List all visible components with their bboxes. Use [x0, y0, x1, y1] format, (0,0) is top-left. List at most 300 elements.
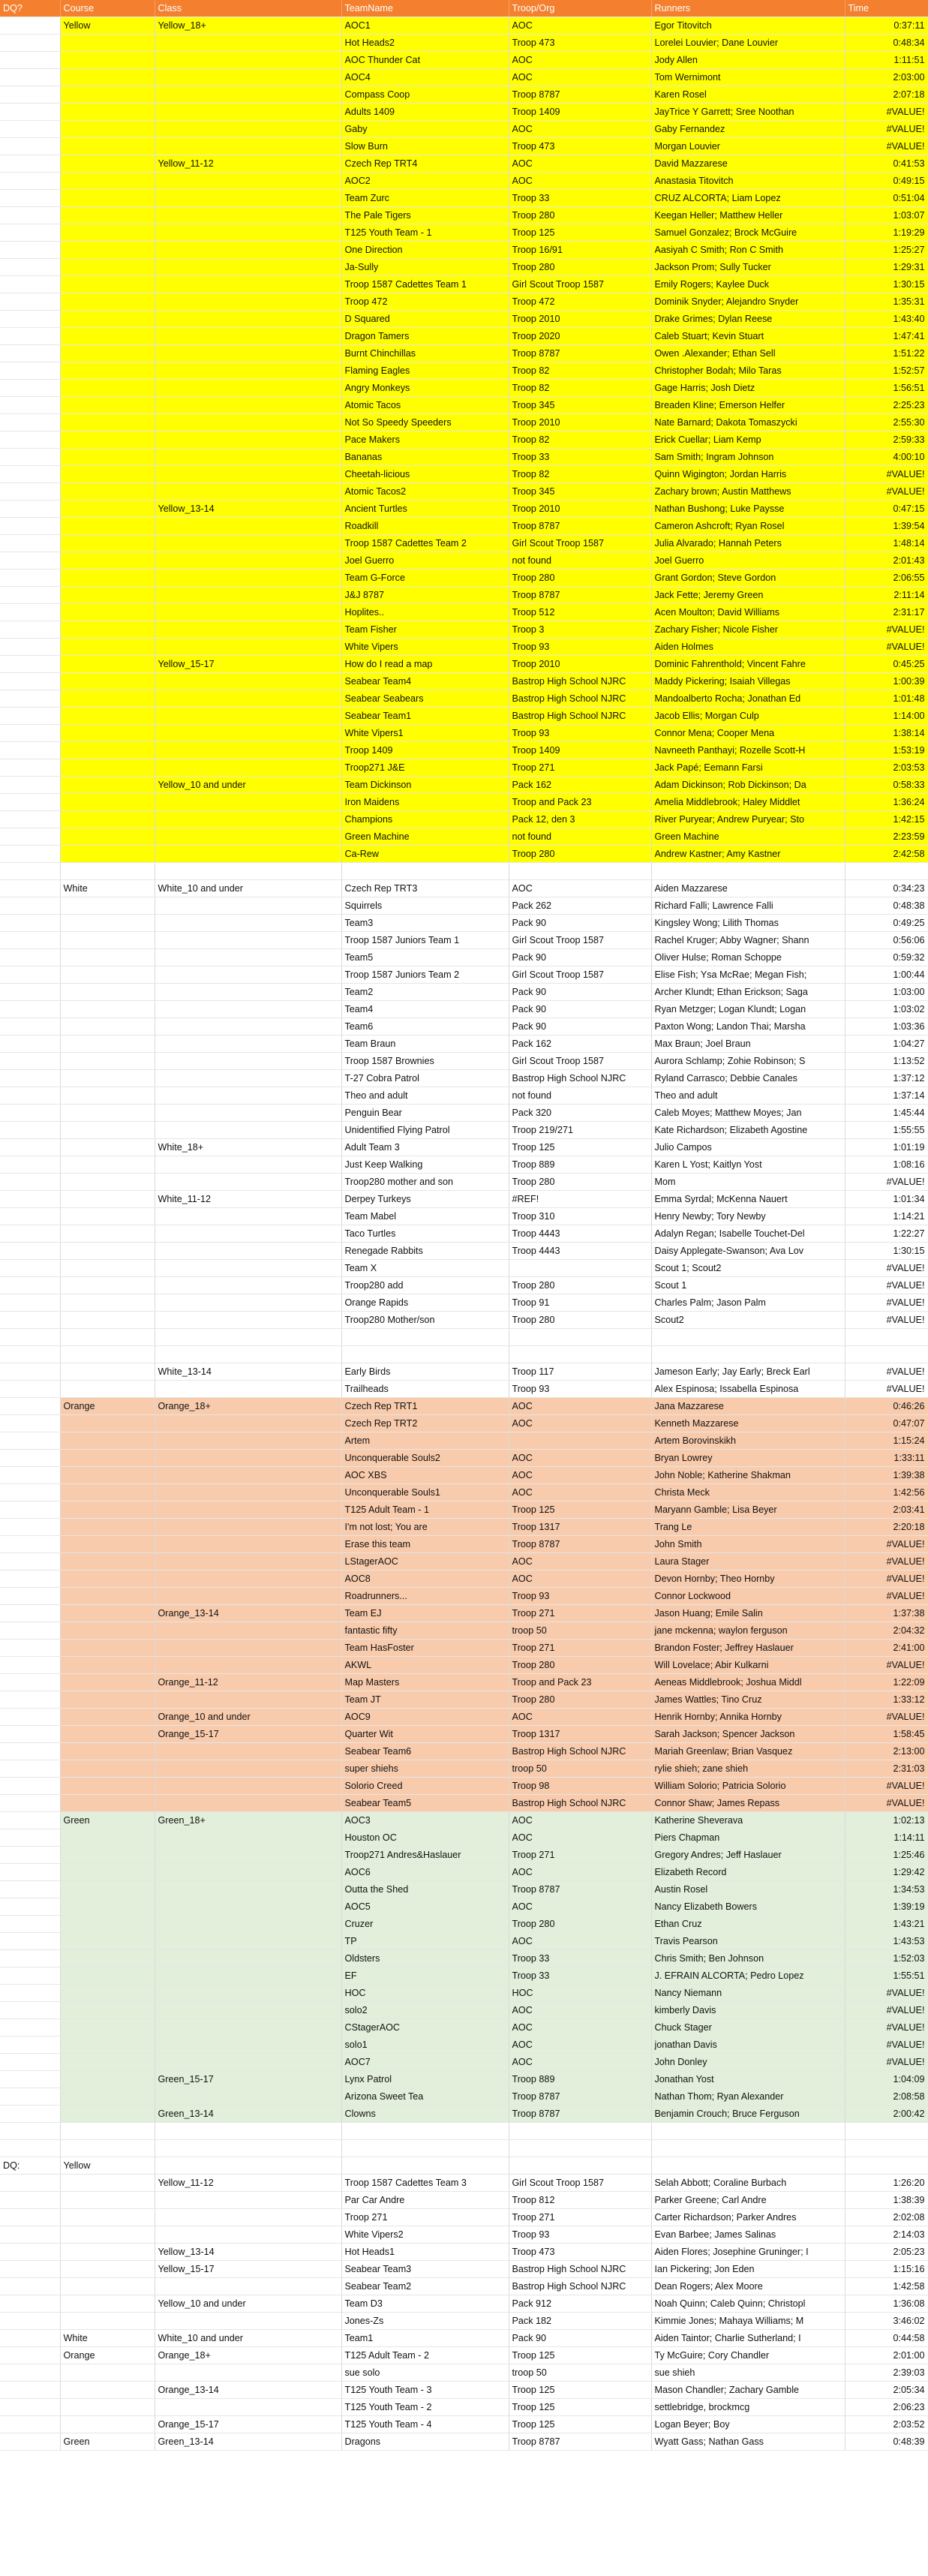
class-cell[interactable]: Orange_15-17: [155, 2416, 341, 2433]
class-cell[interactable]: White_11-12: [155, 1191, 341, 1208]
runners-cell[interactable]: Emily Rogers; Kaylee Duck: [651, 276, 845, 293]
dq-cell[interactable]: [0, 1536, 60, 1553]
class-cell[interactable]: [155, 1001, 341, 1018]
troop-org-cell[interactable]: Pack 90: [509, 984, 651, 1001]
time-cell[interactable]: 2:31:17: [845, 604, 928, 621]
team-name-cell[interactable]: [341, 1329, 509, 1346]
troop-org-cell[interactable]: Troop 271: [509, 759, 651, 777]
runners-cell[interactable]: Benjamin Crouch; Bruce Ferguson: [651, 2106, 845, 2123]
runners-cell[interactable]: Green Machine: [651, 828, 845, 846]
runners-cell[interactable]: settlebridge, brockmcg: [651, 2399, 845, 2416]
class-cell[interactable]: [155, 535, 341, 552]
team-name-cell[interactable]: AOC4: [341, 69, 509, 86]
course-cell[interactable]: [60, 2244, 155, 2261]
class-cell[interactable]: [155, 173, 341, 190]
dq-cell[interactable]: [0, 1726, 60, 1743]
time-cell[interactable]: 1:03:00: [845, 984, 928, 1001]
course-cell[interactable]: [60, 2278, 155, 2295]
dq-cell[interactable]: [0, 2278, 60, 2295]
dq-cell[interactable]: [0, 1898, 60, 1916]
dq-cell[interactable]: [0, 777, 60, 794]
course-cell[interactable]: Orange: [60, 2347, 155, 2364]
time-cell[interactable]: 2:03:41: [845, 1501, 928, 1519]
course-cell[interactable]: [60, 1674, 155, 1691]
dq-cell[interactable]: [0, 2054, 60, 2071]
time-cell[interactable]: #VALUE!: [845, 1553, 928, 1571]
dq-cell[interactable]: [0, 2244, 60, 2261]
team-name-cell[interactable]: D Squared: [341, 311, 509, 328]
dq-cell[interactable]: DQ:: [0, 2157, 60, 2175]
team-name-cell[interactable]: Seabear Team2: [341, 2278, 509, 2295]
runners-cell[interactable]: David Mazzarese: [651, 155, 845, 173]
team-name-cell[interactable]: Czech Rep TRT3: [341, 880, 509, 897]
team-name-cell[interactable]: Cheetah-licious: [341, 466, 509, 483]
class-cell[interactable]: [155, 1087, 341, 1105]
runners-cell[interactable]: Selah Abbott; Coraline Burbach: [651, 2175, 845, 2192]
time-cell[interactable]: 1:55:51: [845, 1967, 928, 1985]
troop-org-cell[interactable]: Troop 8787: [509, 1881, 651, 1898]
runners-cell[interactable]: Max Braun; Joel Braun: [651, 1036, 845, 1053]
dq-cell[interactable]: [0, 35, 60, 52]
dq-cell[interactable]: [0, 362, 60, 380]
time-cell[interactable]: 1:14:21: [845, 1208, 928, 1225]
runners-cell[interactable]: Mom: [651, 1174, 845, 1191]
class-cell[interactable]: [155, 414, 341, 431]
troop-org-cell[interactable]: Troop 125: [509, 224, 651, 242]
troop-org-cell[interactable]: AOC: [509, 17, 651, 35]
time-cell[interactable]: 2:39:03: [845, 2364, 928, 2382]
troop-org-cell[interactable]: Troop 33: [509, 190, 651, 207]
troop-org-cell[interactable]: Troop 271: [509, 1605, 651, 1622]
dq-cell[interactable]: [0, 2123, 60, 2140]
class-cell[interactable]: [155, 2278, 341, 2295]
troop-org-cell[interactable]: [509, 1432, 651, 1450]
team-name-cell[interactable]: Pace Makers: [341, 431, 509, 449]
dq-cell[interactable]: [0, 1243, 60, 1260]
class-cell[interactable]: [155, 1640, 341, 1657]
troop-org-cell[interactable]: Troop 889: [509, 2071, 651, 2088]
troop-org-cell[interactable]: Troop 280: [509, 1277, 651, 1294]
class-cell[interactable]: [155, 1450, 341, 1467]
class-cell[interactable]: [155, 673, 341, 690]
time-cell[interactable]: 1:37:12: [845, 1070, 928, 1087]
class-cell[interactable]: [155, 449, 341, 466]
class-cell[interactable]: [155, 2036, 341, 2054]
dq-cell[interactable]: [0, 863, 60, 880]
dq-cell[interactable]: [0, 966, 60, 984]
troop-org-cell[interactable]: [509, 1329, 651, 1346]
course-cell[interactable]: [60, 984, 155, 1001]
team-name-cell[interactable]: One Direction: [341, 242, 509, 259]
dq-cell[interactable]: [0, 224, 60, 242]
time-cell[interactable]: [845, 863, 928, 880]
course-cell[interactable]: [60, 449, 155, 466]
troop-org-cell[interactable]: Troop 8787: [509, 2088, 651, 2106]
team-name-cell[interactable]: [341, 863, 509, 880]
dq-cell[interactable]: [0, 1640, 60, 1657]
runners-cell[interactable]: Kate Richardson; Elizabeth Agostine: [651, 1122, 845, 1139]
dq-cell[interactable]: [0, 1985, 60, 2002]
team-name-cell[interactable]: Team X: [341, 1260, 509, 1277]
class-cell[interactable]: Yellow_10 and under: [155, 2295, 341, 2313]
course-cell[interactable]: [60, 2054, 155, 2071]
dq-cell[interactable]: [0, 2209, 60, 2226]
class-cell[interactable]: [155, 932, 341, 949]
dq-cell[interactable]: [0, 1001, 60, 1018]
class-cell[interactable]: Orange_10 and under: [155, 1709, 341, 1726]
runners-cell[interactable]: Caleb Moyes; Matthew Moyes; Jan: [651, 1105, 845, 1122]
class-cell[interactable]: [155, 431, 341, 449]
time-cell[interactable]: 1:55:55: [845, 1122, 928, 1139]
dq-cell[interactable]: [0, 52, 60, 69]
course-cell[interactable]: [60, 1001, 155, 1018]
troop-org-cell[interactable]: [509, 2157, 651, 2175]
runners-cell[interactable]: Christopher Bodah; Milo Taras: [651, 362, 845, 380]
time-cell[interactable]: #VALUE!: [845, 639, 928, 656]
runners-cell[interactable]: Aurora Schlamp; Zohie Robinson; S: [651, 1053, 845, 1070]
troop-org-cell[interactable]: Pack 90: [509, 2330, 651, 2347]
dq-cell[interactable]: [0, 1087, 60, 1105]
course-cell[interactable]: [60, 121, 155, 138]
course-cell[interactable]: [60, 1070, 155, 1087]
course-cell[interactable]: [60, 604, 155, 621]
runners-cell[interactable]: Nathan Bushong; Luke Paysse: [651, 500, 845, 518]
class-cell[interactable]: [155, 639, 341, 656]
time-cell[interactable]: 1:43:53: [845, 1933, 928, 1950]
time-cell[interactable]: #VALUE!: [845, 1571, 928, 1588]
course-cell[interactable]: [60, 1743, 155, 1760]
troop-org-cell[interactable]: Troop 93: [509, 639, 651, 656]
runners-cell[interactable]: Aiden Taintor; Charlie Sutherland; I: [651, 2330, 845, 2347]
dq-cell[interactable]: [0, 173, 60, 190]
runners-cell[interactable]: Jody Allen: [651, 52, 845, 69]
course-cell[interactable]: [60, 224, 155, 242]
time-cell[interactable]: 4:00:10: [845, 449, 928, 466]
runners-cell[interactable]: Austin Rosel: [651, 1881, 845, 1898]
course-cell[interactable]: [60, 639, 155, 656]
dq-cell[interactable]: [0, 1588, 60, 1605]
time-cell[interactable]: 2:11:14: [845, 587, 928, 604]
team-name-cell[interactable]: Troop 1587 Cadettes Team 3: [341, 2175, 509, 2192]
time-cell[interactable]: 1:00:44: [845, 966, 928, 984]
dq-cell[interactable]: [0, 604, 60, 621]
course-cell[interactable]: [60, 1916, 155, 1933]
runners-cell[interactable]: John Donley: [651, 2054, 845, 2071]
team-name-cell[interactable]: Troop 1587 Juniors Team 2: [341, 966, 509, 984]
runners-cell[interactable]: Daisy Applegate-Swanson; Ava Lov: [651, 1243, 845, 1260]
troop-org-cell[interactable]: AOC: [509, 69, 651, 86]
time-cell[interactable]: 2:25:23: [845, 397, 928, 414]
team-name-cell[interactable]: Bananas: [341, 449, 509, 466]
team-name-cell[interactable]: Lynx Patrol: [341, 2071, 509, 2088]
dq-cell[interactable]: [0, 518, 60, 535]
dq-cell[interactable]: [0, 414, 60, 431]
troop-org-cell[interactable]: AOC: [509, 1450, 651, 1467]
course-cell[interactable]: [60, 2140, 155, 2157]
troop-org-cell[interactable]: AOC: [509, 121, 651, 138]
team-name-cell[interactable]: super shiehs: [341, 1760, 509, 1778]
dq-cell[interactable]: [0, 1829, 60, 1847]
course-cell[interactable]: [60, 207, 155, 224]
team-name-cell[interactable]: [341, 1346, 509, 1363]
course-cell[interactable]: [60, 1208, 155, 1225]
dq-cell[interactable]: [0, 1415, 60, 1432]
course-cell[interactable]: [60, 828, 155, 846]
dq-cell[interactable]: [0, 1122, 60, 1139]
course-cell[interactable]: [60, 2364, 155, 2382]
course-cell[interactable]: [60, 1450, 155, 1467]
team-name-cell[interactable]: AOC XBS: [341, 1467, 509, 1484]
troop-org-cell[interactable]: Girl Scout Troop 1587: [509, 932, 651, 949]
course-cell[interactable]: [60, 293, 155, 311]
time-cell[interactable]: 2:03:52: [845, 2416, 928, 2433]
troop-org-cell[interactable]: troop 50: [509, 1760, 651, 1778]
dq-cell[interactable]: [0, 932, 60, 949]
time-cell[interactable]: 1:42:15: [845, 811, 928, 828]
class-cell[interactable]: [155, 1657, 341, 1674]
time-cell[interactable]: #VALUE!: [845, 1795, 928, 1812]
troop-org-cell[interactable]: AOC: [509, 173, 651, 190]
course-cell[interactable]: [60, 104, 155, 121]
team-name-cell[interactable]: Flaming Eagles: [341, 362, 509, 380]
team-name-cell[interactable]: Seabear Team1: [341, 708, 509, 725]
dq-cell[interactable]: [0, 1174, 60, 1191]
time-cell[interactable]: 1:25:46: [845, 1847, 928, 1864]
dq-cell[interactable]: [0, 708, 60, 725]
troop-org-cell[interactable]: Troop 93: [509, 2226, 651, 2244]
time-cell[interactable]: 1:14:00: [845, 708, 928, 725]
class-cell[interactable]: [155, 1415, 341, 1432]
time-cell[interactable]: 0:47:07: [845, 1415, 928, 1432]
troop-org-cell[interactable]: AOC: [509, 2019, 651, 2036]
troop-org-cell[interactable]: Troop 117: [509, 1363, 651, 1381]
dq-cell[interactable]: [0, 742, 60, 759]
course-cell[interactable]: Green: [60, 1812, 155, 1829]
dq-cell[interactable]: [0, 1864, 60, 1881]
time-cell[interactable]: 2:05:34: [845, 2382, 928, 2399]
dq-cell[interactable]: [0, 1933, 60, 1950]
class-cell[interactable]: White_10 and under: [155, 2330, 341, 2347]
time-cell[interactable]: 1:39:54: [845, 518, 928, 535]
class-cell[interactable]: [155, 121, 341, 138]
time-cell[interactable]: 1:02:13: [845, 1812, 928, 1829]
class-cell[interactable]: [155, 570, 341, 587]
time-cell[interactable]: [845, 1329, 928, 1346]
team-name-cell[interactable]: Unidentified Flying Patrol: [341, 1122, 509, 1139]
dq-cell[interactable]: [0, 1432, 60, 1450]
team-name-cell[interactable]: Atomic Tacos2: [341, 483, 509, 500]
dq-cell[interactable]: [0, 880, 60, 897]
runners-cell[interactable]: Richard Falli; Lawrence Falli: [651, 897, 845, 915]
class-cell[interactable]: [155, 1571, 341, 1588]
course-cell[interactable]: [60, 2399, 155, 2416]
runners-cell[interactable]: Jameson Early; Jay Early; Breck Earl: [651, 1363, 845, 1381]
course-cell[interactable]: [60, 2036, 155, 2054]
course-cell[interactable]: [60, 1691, 155, 1709]
time-cell[interactable]: 2:59:33: [845, 431, 928, 449]
time-cell[interactable]: 1:26:20: [845, 2175, 928, 2192]
class-cell[interactable]: [155, 362, 341, 380]
time-cell[interactable]: 1:36:24: [845, 794, 928, 811]
class-cell[interactable]: Orange_18+: [155, 2347, 341, 2364]
runners-cell[interactable]: Jason Huang; Emile Salin: [651, 1605, 845, 1622]
troop-org-cell[interactable]: AOC: [509, 1812, 651, 1829]
team-name-cell[interactable]: I'm not lost; You are: [341, 1519, 509, 1536]
dq-cell[interactable]: [0, 431, 60, 449]
course-cell[interactable]: [60, 2261, 155, 2278]
time-cell[interactable]: #VALUE!: [845, 2054, 928, 2071]
header-class[interactable]: Class: [155, 0, 341, 17]
class-cell[interactable]: [155, 2123, 341, 2140]
team-name-cell[interactable]: Troop271 J&E: [341, 759, 509, 777]
course-cell[interactable]: [60, 397, 155, 414]
course-cell[interactable]: [60, 155, 155, 173]
course-cell[interactable]: [60, 1622, 155, 1640]
dq-cell[interactable]: [0, 1467, 60, 1484]
course-cell[interactable]: Yellow: [60, 2157, 155, 2175]
class-cell[interactable]: [155, 552, 341, 570]
time-cell[interactable]: 0:48:34: [845, 35, 928, 52]
team-name-cell[interactable]: TP: [341, 1933, 509, 1950]
time-cell[interactable]: 2:05:23: [845, 2244, 928, 2261]
troop-org-cell[interactable]: Troop 98: [509, 1778, 651, 1795]
troop-org-cell[interactable]: Troop 4443: [509, 1225, 651, 1243]
troop-org-cell[interactable]: Troop 2010: [509, 656, 651, 673]
dq-cell[interactable]: [0, 1329, 60, 1346]
team-name-cell[interactable]: T125 Youth Team - 2: [341, 2399, 509, 2416]
course-cell[interactable]: [60, 1950, 155, 1967]
course-cell[interactable]: [60, 1156, 155, 1174]
troop-org-cell[interactable]: Troop 8787: [509, 1536, 651, 1553]
runners-cell[interactable]: Elizabeth Record: [651, 1864, 845, 1881]
class-cell[interactable]: [155, 2364, 341, 2382]
team-name-cell[interactable]: Gaby: [341, 121, 509, 138]
team-name-cell[interactable]: Team2: [341, 984, 509, 1001]
team-name-cell[interactable]: Troop 1409: [341, 742, 509, 759]
dq-cell[interactable]: [0, 500, 60, 518]
dq-cell[interactable]: [0, 1018, 60, 1036]
time-cell[interactable]: #VALUE!: [845, 466, 928, 483]
runners-cell[interactable]: rylie shieh; zane shieh: [651, 1760, 845, 1778]
time-cell[interactable]: 1:53:19: [845, 742, 928, 759]
dq-cell[interactable]: [0, 587, 60, 604]
course-cell[interactable]: [60, 1122, 155, 1139]
runners-cell[interactable]: Navneeth Panthayi; Rozelle Scott-H: [651, 742, 845, 759]
runners-cell[interactable]: Connor Shaw; James Repass: [651, 1795, 845, 1812]
team-name-cell[interactable]: Team JT: [341, 1691, 509, 1709]
dq-cell[interactable]: [0, 1967, 60, 1985]
dq-cell[interactable]: [0, 1674, 60, 1691]
team-name-cell[interactable]: [341, 2157, 509, 2175]
dq-cell[interactable]: [0, 1191, 60, 1208]
time-cell[interactable]: 1:47:41: [845, 328, 928, 345]
time-cell[interactable]: 1:56:51: [845, 380, 928, 397]
class-cell[interactable]: [155, 1916, 341, 1933]
team-name-cell[interactable]: Clowns: [341, 2106, 509, 2123]
class-cell[interactable]: [155, 708, 341, 725]
class-cell[interactable]: [155, 380, 341, 397]
course-cell[interactable]: [60, 2123, 155, 2140]
team-name-cell[interactable]: Adults 1409: [341, 104, 509, 121]
team-name-cell[interactable]: Compass Coop: [341, 86, 509, 104]
course-cell[interactable]: [60, 1795, 155, 1812]
team-name-cell[interactable]: T-27 Cobra Patrol: [341, 1070, 509, 1087]
course-cell[interactable]: [60, 1243, 155, 1260]
troop-org-cell[interactable]: Girl Scout Troop 1587: [509, 276, 651, 293]
runners-cell[interactable]: Egor Titovitch: [651, 17, 845, 35]
dq-cell[interactable]: [0, 190, 60, 207]
runners-cell[interactable]: Elise Fish; Ysa McRae; Megan Fish;: [651, 966, 845, 984]
course-cell[interactable]: [60, 966, 155, 984]
course-cell[interactable]: [60, 2175, 155, 2192]
team-name-cell[interactable]: Team1: [341, 2330, 509, 2347]
team-name-cell[interactable]: Unconquerable Souls2: [341, 1450, 509, 1467]
dq-cell[interactable]: [0, 1381, 60, 1398]
class-cell[interactable]: [155, 2054, 341, 2071]
time-cell[interactable]: [845, 2157, 928, 2175]
time-cell[interactable]: 1:45:44: [845, 1105, 928, 1122]
runners-cell[interactable]: Devon Hornby; Theo Hornby: [651, 1571, 845, 1588]
troop-org-cell[interactable]: Troop 280: [509, 1916, 651, 1933]
course-cell[interactable]: [60, 1726, 155, 1743]
class-cell[interactable]: [155, 1829, 341, 1847]
course-cell[interactable]: [60, 811, 155, 828]
course-cell[interactable]: [60, 466, 155, 483]
team-name-cell[interactable]: Czech Rep TRT1: [341, 1398, 509, 1415]
time-cell[interactable]: 2:13:00: [845, 1743, 928, 1760]
runners-cell[interactable]: Gage Harris; Josh Dietz: [651, 380, 845, 397]
course-cell[interactable]: [60, 915, 155, 932]
dq-cell[interactable]: [0, 2071, 60, 2088]
header-dq[interactable]: DQ?: [0, 0, 60, 17]
time-cell[interactable]: 1:25:27: [845, 242, 928, 259]
dq-cell[interactable]: [0, 2261, 60, 2278]
team-name-cell[interactable]: Map Masters: [341, 1674, 509, 1691]
dq-cell[interactable]: [0, 259, 60, 276]
runners-cell[interactable]: Parker Greene; Carl Andre: [651, 2192, 845, 2209]
class-cell[interactable]: [155, 1501, 341, 1519]
troop-org-cell[interactable]: Troop 82: [509, 431, 651, 449]
course-cell[interactable]: [60, 759, 155, 777]
class-cell[interactable]: [155, 811, 341, 828]
course-cell[interactable]: [60, 328, 155, 345]
runners-cell[interactable]: Acen Moulton; David Williams: [651, 604, 845, 621]
course-cell[interactable]: [60, 2382, 155, 2399]
dq-cell[interactable]: [0, 2416, 60, 2433]
troop-org-cell[interactable]: not found: [509, 552, 651, 570]
troop-org-cell[interactable]: Troop 125: [509, 2347, 651, 2364]
dq-cell[interactable]: [0, 759, 60, 777]
runners-cell[interactable]: Ryland Carrasco; Debbie Canales: [651, 1070, 845, 1087]
class-cell[interactable]: [155, 828, 341, 846]
team-name-cell[interactable]: T125 Adult Team - 1: [341, 1501, 509, 1519]
troop-org-cell[interactable]: AOC: [509, 1467, 651, 1484]
course-cell[interactable]: [60, 2071, 155, 2088]
runners-cell[interactable]: Artem Borovinskikh: [651, 1432, 845, 1450]
team-name-cell[interactable]: Champions: [341, 811, 509, 828]
class-cell[interactable]: [155, 2209, 341, 2226]
course-cell[interactable]: [60, 1432, 155, 1450]
troop-org-cell[interactable]: Girl Scout Troop 1587: [509, 2175, 651, 2192]
dq-cell[interactable]: [0, 1571, 60, 1588]
time-cell[interactable]: 1:30:15: [845, 276, 928, 293]
runners-cell[interactable]: Cameron Ashcroft; Ryan Rosel: [651, 518, 845, 535]
dq-cell[interactable]: [0, 1743, 60, 1760]
troop-org-cell[interactable]: Troop 1317: [509, 1519, 651, 1536]
team-name-cell[interactable]: Cruzer: [341, 1916, 509, 1933]
troop-org-cell[interactable]: AOC: [509, 1484, 651, 1501]
runners-cell[interactable]: Nate Barnard; Dakota Tomaszycki: [651, 414, 845, 431]
